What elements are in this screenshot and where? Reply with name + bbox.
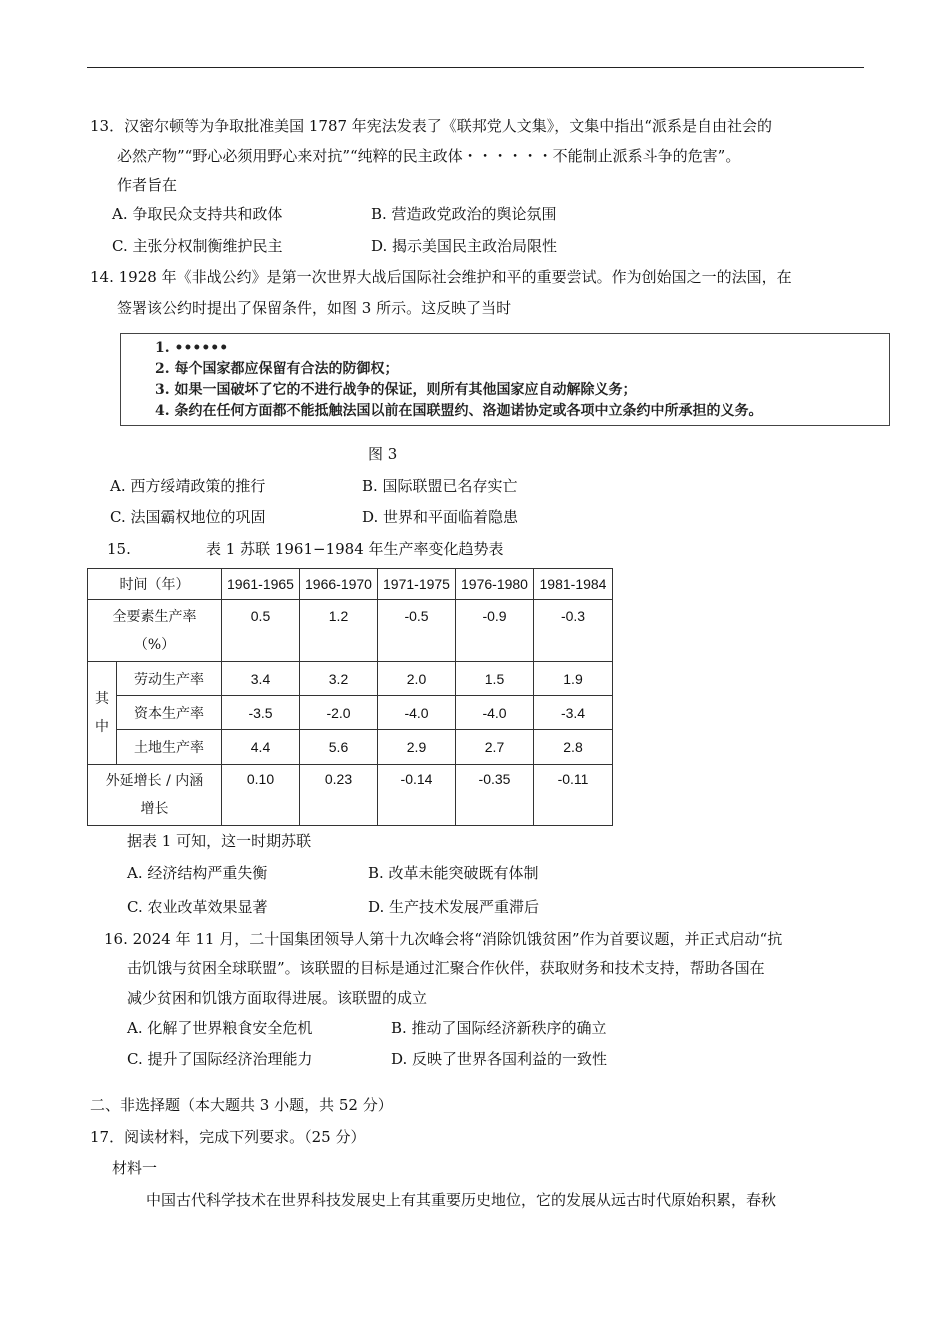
figure-line-2: 2. 每个国家都应保留有合法的防御权； xyxy=(155,361,399,377)
table-cell: -0.5 xyxy=(378,600,456,662)
q15-option-d[interactable]: D. 生产技术发展严重滞后 xyxy=(368,898,540,916)
q16-option-a[interactable]: A. 化解了世界粮食安全危机 xyxy=(127,1019,313,1037)
q16-line-1: 16. 2024 年 11 月，二十国集团领导人第十九次峰会将“消除饥饿贫困”作为首要议题，并正式启动“抗 xyxy=(104,930,783,948)
q13-line-1: 13．汉密尔顿等为争取批准美国 1787 年宪法发表了《联邦党人文集》，文集中指出“派系是自由社会的 xyxy=(90,117,772,135)
q15-option-b[interactable]: B. 改革未能突破既有体制 xyxy=(368,864,539,882)
table-cell: 0.5 xyxy=(222,600,300,662)
table-cell: 4.4 xyxy=(222,730,300,765)
table-cell: -4.0 xyxy=(456,696,534,730)
header-rule xyxy=(87,67,864,68)
table-cell: 3.4 xyxy=(222,662,300,696)
header-period: 1981-1984 xyxy=(534,569,613,600)
q13-option-d[interactable]: D. 揭示美国民主政治局限性 xyxy=(371,237,558,255)
figure-line-4: 4. 条约在任何方面都不能抵触法国以前在国联盟约、洛迦诺协定或各项中立条约中所承担的义务。 xyxy=(155,403,763,419)
header-period: 1961-1965 xyxy=(222,569,300,600)
q14-option-c[interactable]: C. 法国霸权地位的巩固 xyxy=(110,508,266,526)
header-period: 1976-1980 xyxy=(456,569,534,600)
table-cell: -2.0 xyxy=(300,696,378,730)
table-cell: 2.7 xyxy=(456,730,534,765)
figure-3-box xyxy=(120,333,890,426)
q14-line-1: 14. 1928 年《非战公约》是第一次世界大战后国际社会维护和平的重要尝试。作为创始国之一的法国，在 xyxy=(90,268,792,286)
q16-option-d[interactable]: D. 反映了世界各国利益的一致性 xyxy=(391,1050,608,1068)
group-label xyxy=(88,662,117,765)
table-cell: -3.5 xyxy=(222,696,300,730)
table-cell: 2.8 xyxy=(534,730,613,765)
table-cell: -0.9 xyxy=(456,600,534,662)
table-cell: -0.14 xyxy=(378,765,456,826)
header-time: 时间（年） xyxy=(88,569,222,600)
sub-row-label: 资本生产率 xyxy=(117,696,222,730)
q14-option-a[interactable]: A. 西方绥靖政策的推行 xyxy=(110,477,266,495)
table-cell: -0.11 xyxy=(534,765,613,826)
q13-option-b[interactable]: B. 营造政党政治的舆论氛围 xyxy=(371,205,557,223)
sub-row-label: 劳动生产率 xyxy=(117,662,222,696)
group-label-part: 中 xyxy=(95,719,109,735)
row-last-label xyxy=(88,765,222,826)
group-label-part: 其 xyxy=(95,691,109,707)
table-cell: -0.3 xyxy=(534,600,613,662)
row-last-label-part: 增长 xyxy=(140,801,169,817)
material-label: 材料一 xyxy=(112,1159,158,1177)
q16-option-c[interactable]: C. 提升了国际经济治理能力 xyxy=(127,1050,313,1068)
q15-table-title: 表 1 苏联 1961−1984 年生产率变化趋势表 xyxy=(206,540,504,558)
q17-stem: 17．阅读材料，完成下列要求。（25 分） xyxy=(90,1128,366,1146)
q15-stem: 据表 1 可知，这一时期苏联 xyxy=(127,832,312,850)
figure-caption: 图 3 xyxy=(368,445,398,463)
q16-line-2: 击饥饿与贫困全球联盟”。该联盟的目标是通过汇聚合作伙伴，获取财务和技术支持，帮助各国在 xyxy=(127,959,765,977)
header-period: 1966-1970 xyxy=(300,569,378,600)
q15-option-a[interactable]: A. 经济结构严重失衡 xyxy=(127,864,268,882)
table-cell: -3.4 xyxy=(534,696,613,730)
table-cell: 2.9 xyxy=(378,730,456,765)
q14-line-2: 签署该公约时提出了保留条件，如图 3 所示。这反映了当时 xyxy=(117,299,512,317)
table-cell: 3.2 xyxy=(300,662,378,696)
row-total-label-part: 全要素生产率 xyxy=(112,608,197,625)
q13-line-3: 作者旨在 xyxy=(117,176,178,194)
row-last-label-part: 外延增长 / 内涵 xyxy=(105,773,204,789)
figure-line-3: 3. 如果一国破坏了它的不进行战争的保证，则所有其他国家应自动解除义务； xyxy=(155,382,637,398)
figure-line-1: 1. •••••• xyxy=(155,340,229,356)
q14-option-b[interactable]: B. 国际联盟已名存实亡 xyxy=(362,477,518,495)
sub-row-label: 土地生产率 xyxy=(117,730,222,765)
q16-option-b[interactable]: B. 推动了国际经济新秩序的确立 xyxy=(391,1019,607,1037)
q13-line-2: 必然产物”“野心必须用野心来对抗”“纯粹的民主政体・・・・・・不能制止派系斗争的危害”。 xyxy=(117,147,741,165)
table-cell: 1.5 xyxy=(456,662,534,696)
table-cell: -4.0 xyxy=(378,696,456,730)
table-cell: -0.35 xyxy=(456,765,534,826)
table-cell: 0.10 xyxy=(222,765,300,826)
material-text: 中国古代科学技术在世界科技发展史上有其重要历史地位，它的发展从远古时代原始积累，春秋 xyxy=(146,1191,777,1209)
productivity-table xyxy=(87,568,613,826)
q13-option-a[interactable]: A. 争取民众支持共和政体 xyxy=(112,205,283,223)
table-cell: 2.0 xyxy=(378,662,456,696)
table-cell: 5.6 xyxy=(300,730,378,765)
q13-option-c[interactable]: C. 主张分权制衡维护民主 xyxy=(112,237,283,255)
q15-option-c[interactable]: C. 农业改革效果显著 xyxy=(127,898,268,916)
table-cell: 1.9 xyxy=(534,662,613,696)
section-heading: 二、非选择题（本大题共 3 小题，共 52 分） xyxy=(90,1096,393,1114)
q15-number: 15. xyxy=(107,540,131,558)
table-cell: 0.23 xyxy=(300,765,378,826)
row-total-label xyxy=(88,600,222,662)
row-total-label-part: （%） xyxy=(133,636,176,653)
q14-option-d[interactable]: D. 世界和平面临着隐患 xyxy=(362,508,519,526)
header-period: 1971-1975 xyxy=(378,569,456,600)
table-cell: 1.2 xyxy=(300,600,378,662)
q16-line-3: 减少贫困和饥饿方面取得进展。该联盟的成立 xyxy=(127,989,428,1007)
